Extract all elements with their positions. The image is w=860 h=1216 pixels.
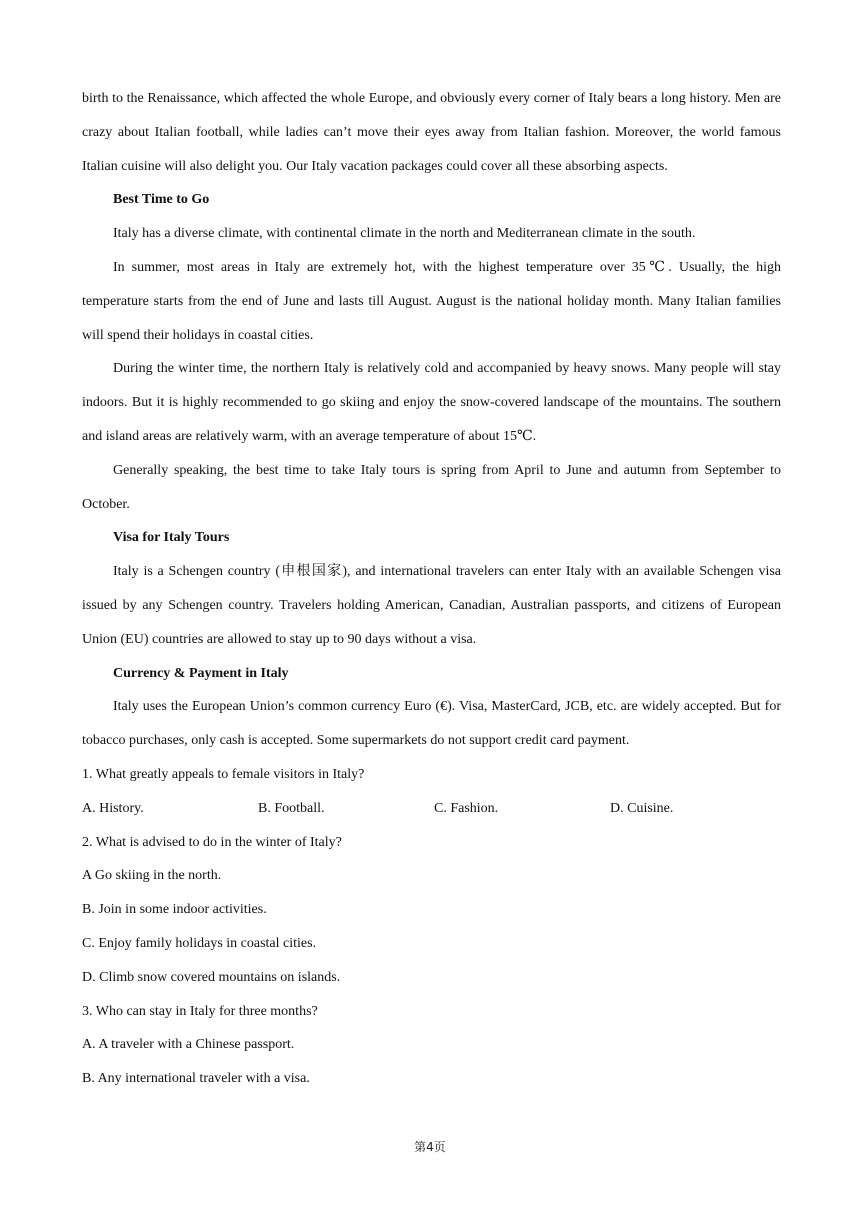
paragraph-winter: During the winter time, the northern Italy is relatively cold and accompanied by heavy snows. Many people will stay indoors. But it is highly recommended to go skiing and enjoy the snow-covered landscape of the mountains. The southern and island areas are relatively warm, with an average temperature of about 15℃. (82, 361, 781, 444)
paragraph-visa: Italy is a Schengen country (申根国家), and international travelers can enter Italy with an available Schengen visa issued by any Schengen country. Travelers holding American, Canadian, Australian passports, and citizens of European Union (EU) countries are allowed to stay up to 90 days without a visa. (82, 564, 781, 647)
passage-intro: birth to the Renaissance, which affected the whole Europe, and obviously every corner of Italy bears a long history. Men are crazy about Italian football, while ladies can’t move their eyes away from Italian fashion. Moreover, the world famous Italian cuisine will also delight you. Our Italy vacation packages could cover all these absorbing aspects. (82, 91, 781, 174)
paragraph-summer: In summer, most areas in Italy are extremely hot, with the highest temperature over 35℃. Usually, the high temperature starts from the end of June and lasts till August. August is the national holiday month. Many Italian families will spend their holidays in coastal cities. (82, 259, 781, 343)
paragraph-best-time: Generally speaking, the best time to take Italy tours is spring from April to June and autumn from September to October. (82, 462, 781, 512)
q2-option-d: D. Climb snow covered mountains on islands. (82, 969, 341, 985)
heading-visa: Visa for Italy Tours (113, 530, 230, 546)
question-3-stem: 3. Who can stay in Italy for three months? (82, 1003, 318, 1019)
heading-currency: Currency & Payment in Italy (113, 665, 289, 681)
q1-option-a: A. History. (82, 800, 144, 816)
question-1-options (82, 792, 781, 826)
q2-option-c: C. Enjoy family holidays in coastal cities. (82, 935, 317, 951)
q1-option-c: C. Fashion. (434, 800, 499, 816)
q3-option-a: A. A traveler with a Chinese passport. (82, 1037, 295, 1053)
q1-option-d: D. Cuisine. (610, 800, 674, 816)
heading-best-time: Best Time to Go (113, 192, 210, 208)
q3-option-b: B. Any international traveler with a visa. (82, 1071, 310, 1087)
q2-option-a: A Go skiing in the north. (82, 868, 222, 884)
question-1-stem: 1. What greatly appeals to female visitors in Italy? (82, 766, 365, 782)
paragraph-currency: Italy uses the European Union’s common currency Euro (€). Visa, MasterCard, JCB, etc. are widely accepted. But for tobacco purchases, only cash is accepted. Some supermarkets do not support credit card payment. (82, 699, 781, 749)
question-2-stem: 2. What is advised to do in the winter of Italy? (82, 834, 342, 850)
q2-option-b: B. Join in some indoor activities. (82, 902, 267, 918)
q1-option-b: B. Football. (258, 800, 325, 816)
page-number: 第4页 (414, 1140, 446, 1154)
document-page (82, 82, 781, 1096)
paragraph-climate: Italy has a diverse climate, with continental climate in the north and Mediterranean climate in the south. (113, 226, 696, 242)
